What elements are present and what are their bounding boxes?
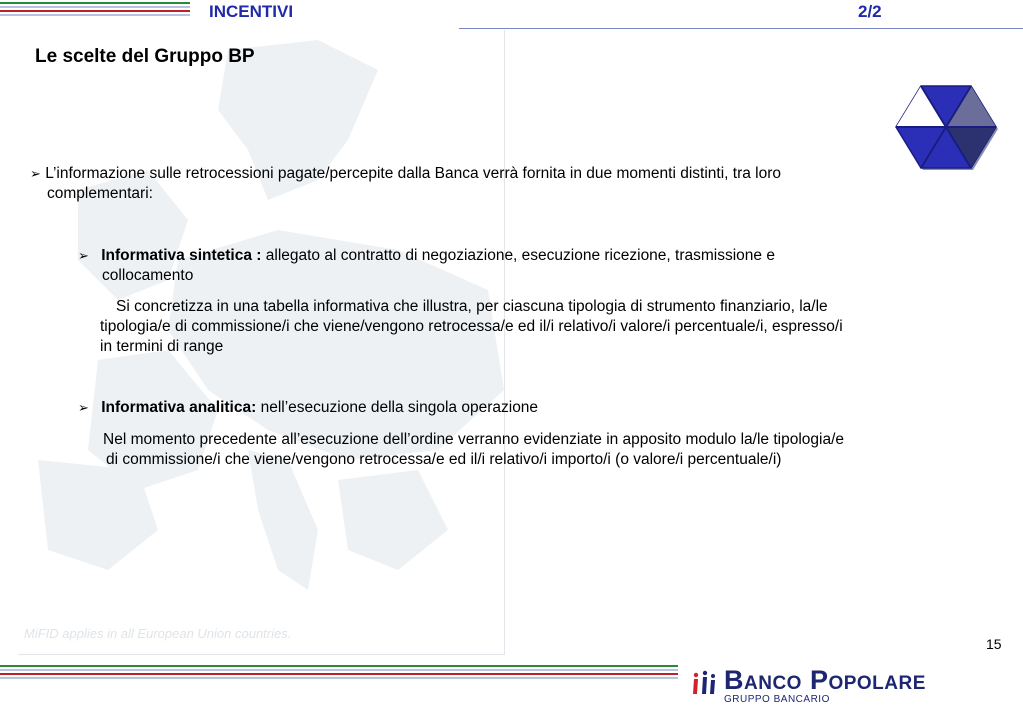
arrowhead-bullet-icon: ➢ bbox=[78, 248, 89, 263]
sintetica-desc-line3: in termini di range bbox=[100, 338, 224, 355]
background-europe-map bbox=[18, 30, 505, 655]
sintetica-text-line1: allegato al contratto di negoziazione, esecuzione ricezione, trasmissione e bbox=[265, 247, 775, 264]
map-watermark-text: MiFID applies in all European Union countries. bbox=[24, 626, 292, 641]
intro-text-line1: L’informazione sulle retrocessioni pagate/percepite dalla Banca verrà fornita in due momenti distinti, tra loro bbox=[45, 165, 781, 182]
brand-name: Banco Popolare bbox=[724, 665, 926, 695]
banco-popolare-logo-icon bbox=[688, 668, 720, 698]
analitica-bullet bbox=[78, 398, 538, 418]
analitica-desc-line2: di commissione/i che viene/vengono retrocessa/e ed il/i relativo/i importo/i (o valore/i percentuale/i) bbox=[106, 451, 782, 468]
intro-bullet bbox=[30, 164, 781, 184]
analitica-desc-line1: Nel momento precedente all’esecuzione dell’ordine verranno evidenziate in apposito modulo la/le tipologia/e bbox=[103, 431, 845, 448]
sintetica-desc-line1: Si concretizza in una tabella informativa che illustra, per ciascuna tipologia di strumento finanziario, la/le bbox=[116, 298, 828, 315]
hexagon-logo-icon bbox=[895, 84, 1001, 174]
sintetica-label: Informativa sintetica : bbox=[101, 247, 262, 264]
arrowhead-bullet-icon: ➢ bbox=[78, 400, 89, 415]
slide-title: Le scelte del Gruppo BP bbox=[35, 46, 255, 67]
section-title: INCENTIVI bbox=[209, 2, 294, 21]
page-indicator: 2/2 bbox=[858, 2, 882, 21]
header-divider bbox=[459, 28, 1023, 29]
sintetica-desc-line2: tipologia/e di commissione/i che viene/vengono retrocessa/e ed il/i relativo/i valore/i percentuale/i, espresso/i bbox=[100, 318, 843, 335]
sintetica-text-line2: collocamento bbox=[102, 267, 194, 284]
europe-map-icon bbox=[18, 30, 504, 654]
slide-number: 15 bbox=[986, 636, 1002, 652]
intro-text-line2: complementari: bbox=[47, 185, 153, 202]
footer-brand bbox=[688, 664, 1008, 708]
analitica-label: Informativa analitica: bbox=[101, 399, 257, 416]
analitica-text-line1: nell’esecuzione della singola operazione bbox=[260, 399, 539, 416]
top-decorative-stripes bbox=[0, 0, 190, 20]
sintetica-bullet bbox=[78, 246, 775, 266]
bottom-decorative-stripes bbox=[0, 664, 678, 684]
arrowhead-bullet-icon: ➢ bbox=[30, 166, 41, 181]
brand-subtitle: GRUPPO BANCARIO bbox=[724, 694, 830, 705]
